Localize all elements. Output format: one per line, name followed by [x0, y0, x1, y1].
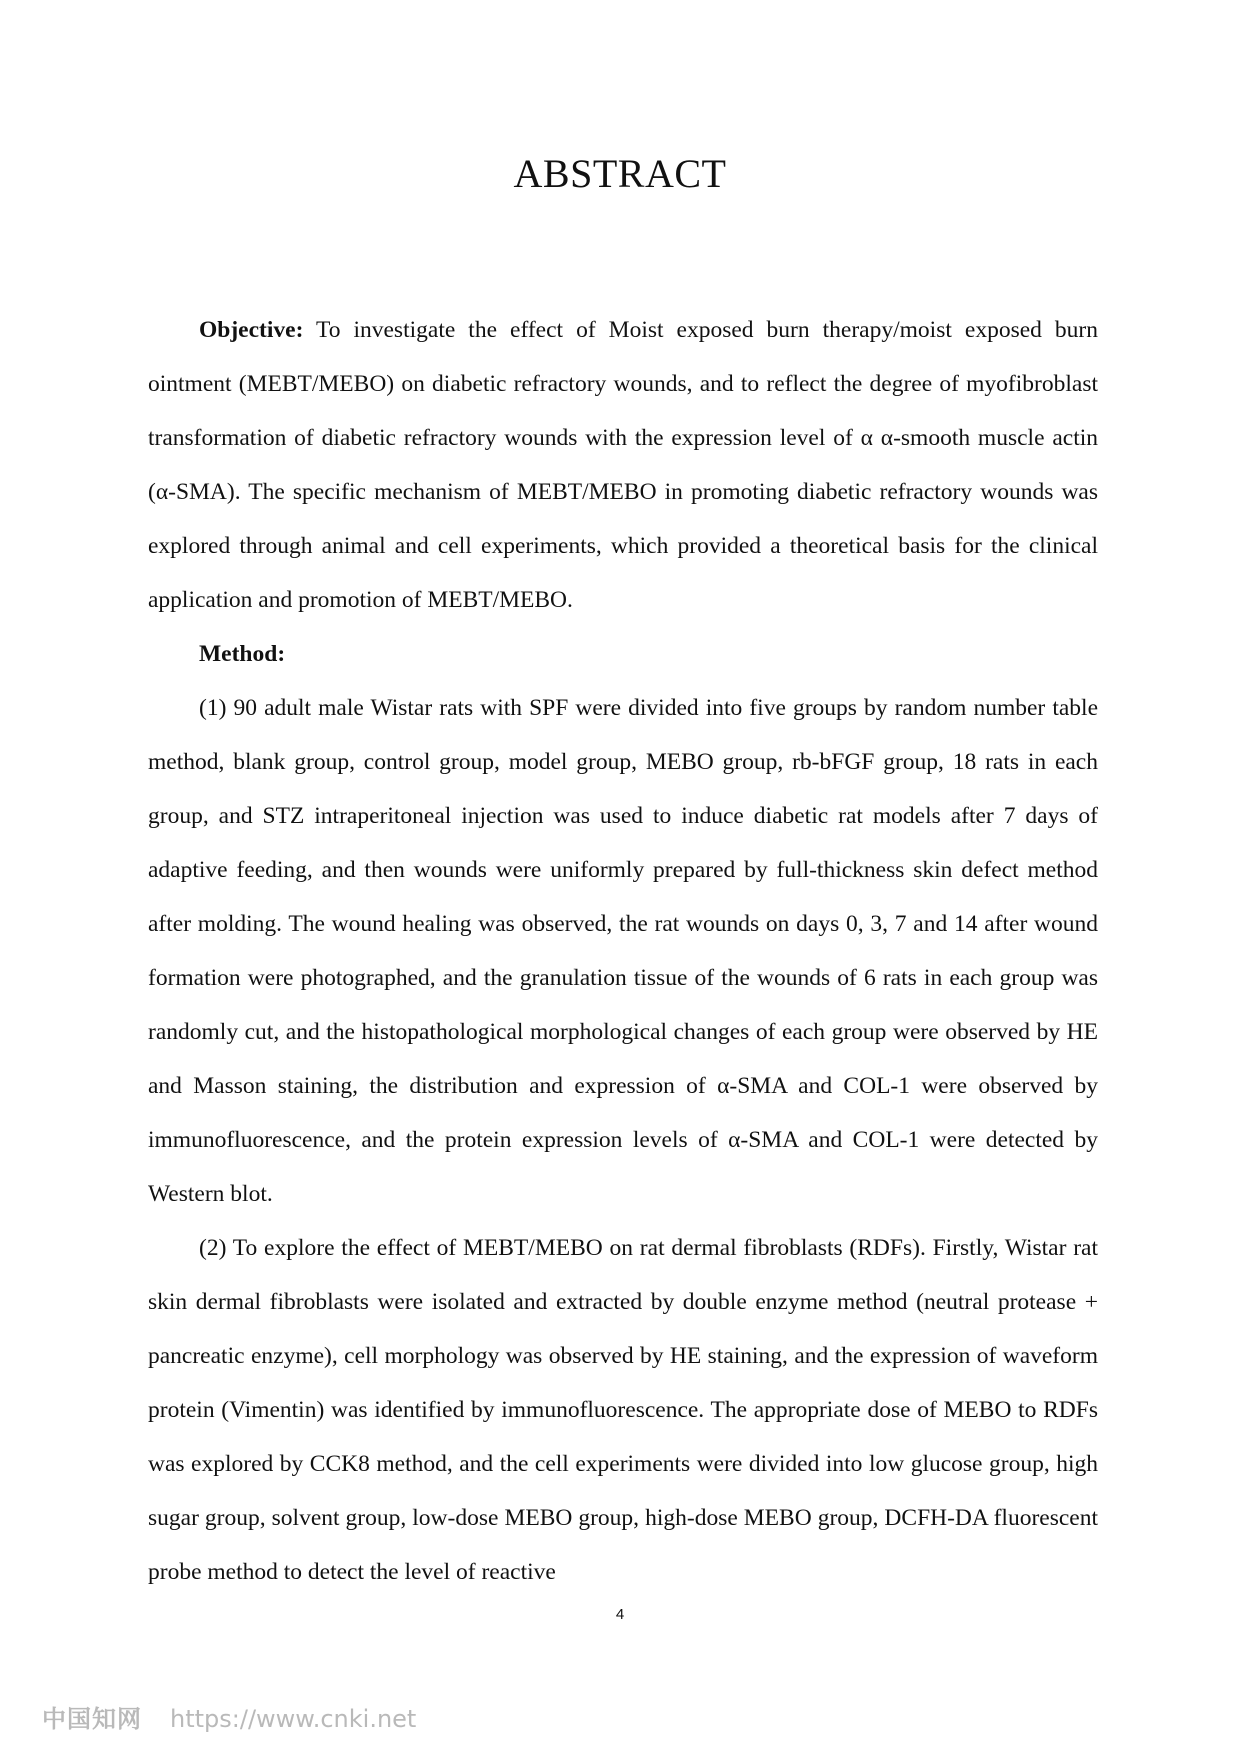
page-number: 4 — [615, 1606, 625, 1623]
watermark-site-name: 中国知网 — [42, 1705, 142, 1733]
method-paragraph-1: (1) 90 adult male Wistar rats with SPF were divided into five groups by random number table method, blank group, control group, model group, MEBO group, rb-bFGF group, 18 rats in each group, and STZ intraperitoneal injection was used to induce diabetic rat models after 7 days of adaptive feeding, and then wounds were uniformly prepared by full-thickness skin defect method after molding. The wound healing was observed, the rat wounds on days 0, 3, 7 and 14 after wound formation were photographed, and the granulation tissue of the wounds of 6 rats in each group was randomly cut, and the histopathological morphological changes of each group were observed by HE and Masson staining, the distribution and expression of α-SMA and COL-1 were observed by immunofluorescence, and the protein expression levels of α-SMA and COL-1 were detected by Western blot. — [148, 695, 1098, 1207]
objective-text: To investigate the effect of Moist exposed burn therapy/moist exposed burn ointment (MEBT/MEBO) on diabetic refractory wounds, and to reflect the degree of myofibroblast transformation of diabetic refractory wounds with the expression level of α α-smooth muscle actin (α-SMA). The specific mechanism of MEBT/MEBO in promoting diabetic refractory wounds was explored through animal and cell experiments, which provided a theoretical basis for the clinical application and promotion of MEBT/MEBO. — [148, 317, 1098, 613]
method-heading: Method: — [199, 641, 286, 667]
objective-paragraph — [148, 303, 1098, 627]
page-title: ABSTRACT — [513, 151, 727, 196]
method-paragraph-2: (2) To explore the effect of MEBT/MEBO on rat dermal fibroblasts (RDFs). Firstly, Wistar rat skin dermal fibroblasts were isolated and extracted by double enzyme method (neutral protease + pancreatic enzyme), cell morphology was observed by HE staining, and the expression of waveform protein (Vimentin) was identified by immunofluorescence. The appropriate dose of MEBO to RDFs was explored by CCK8 method, and the cell experiments were divided into low glucose group, high sugar group, solvent group, low-dose MEBO group, high-dose MEBO group, DCFH-DA fluorescent probe method to detect the level of reactive — [148, 1235, 1098, 1585]
objective-label: Objective: — [199, 317, 304, 343]
watermark — [42, 1699, 416, 1734]
watermark-url: https://www.cnki.net — [170, 1705, 417, 1733]
abstract-body — [148, 303, 1098, 1599]
